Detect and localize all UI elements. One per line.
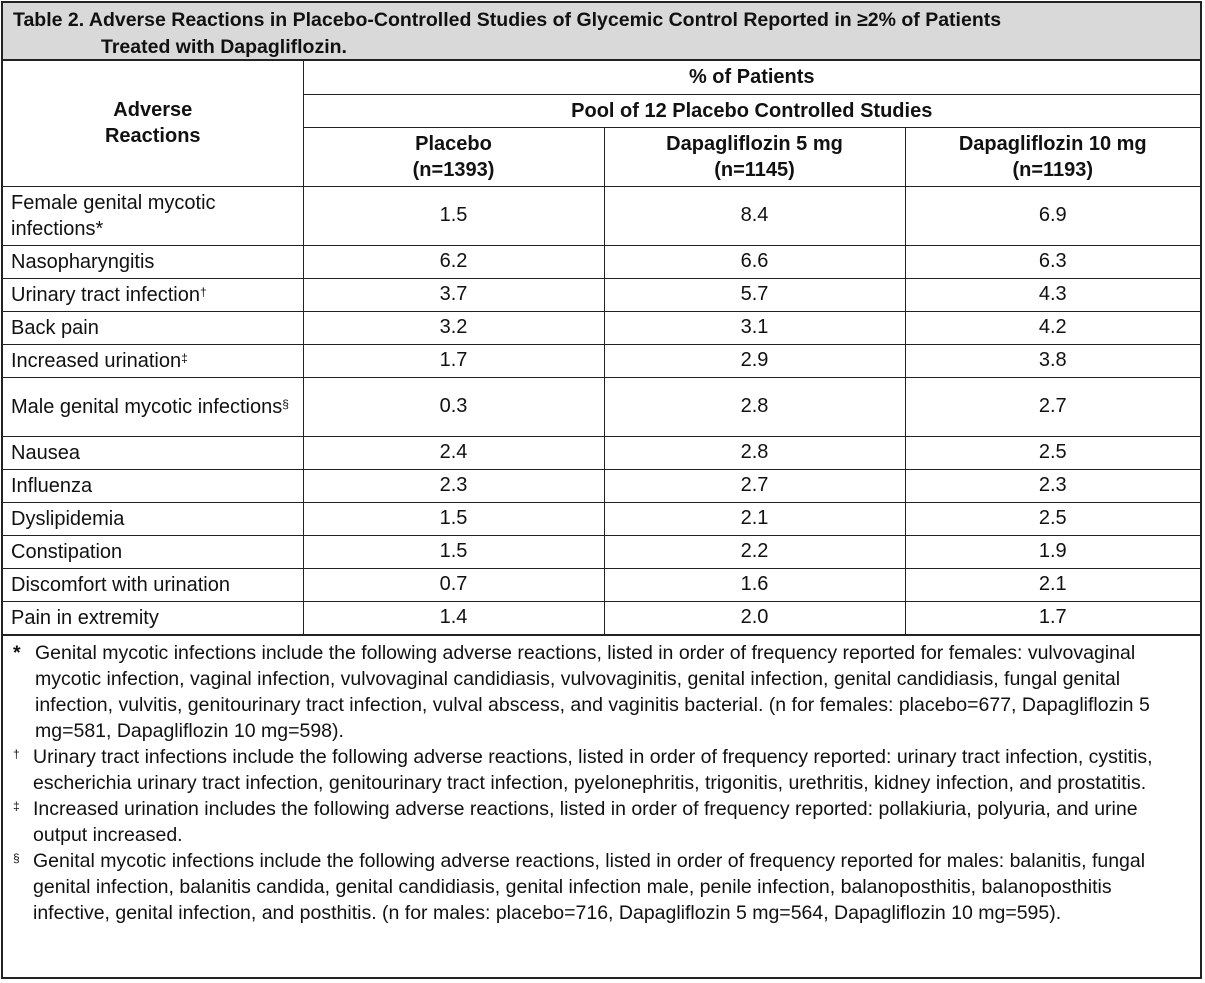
value-cell: 2.0 xyxy=(604,601,905,634)
value-cell: 2.5 xyxy=(905,436,1200,469)
table-row xyxy=(3,601,1200,634)
value-cell: 3.8 xyxy=(905,344,1200,377)
value-cell: 1.7 xyxy=(905,601,1200,634)
value-cell: 2.1 xyxy=(905,568,1200,601)
value-cell: 1.5 xyxy=(303,186,604,245)
reaction-label: Constipation xyxy=(11,540,123,563)
column-header xyxy=(905,127,1200,186)
value-cell: 2.8 xyxy=(604,436,905,469)
footnote xyxy=(13,640,1190,744)
reaction-label-cell xyxy=(3,535,303,568)
reaction-label-cell xyxy=(3,311,303,344)
table-row xyxy=(3,186,1200,245)
reaction-label: Male genital mycotic infections xyxy=(11,395,283,418)
value-cell: 6.6 xyxy=(604,245,905,278)
table-row xyxy=(3,311,1200,344)
value-cell: 2.7 xyxy=(604,469,905,502)
reaction-label-cell xyxy=(3,502,303,535)
adverse-reactions-table-document xyxy=(1,1,1202,979)
caption-line-2: Treated with Dapagliflozin. xyxy=(101,36,347,58)
reaction-label: Urinary tract infection xyxy=(11,283,200,306)
table-row xyxy=(3,344,1200,377)
footnote-mark: ‡ xyxy=(181,350,188,365)
value-cell: 6.9 xyxy=(905,186,1200,245)
value-cell: 3.1 xyxy=(604,311,905,344)
value-cell: 2.4 xyxy=(303,436,604,469)
column-header xyxy=(604,127,905,186)
pool-header: Pool of 12 Placebo Controlled Studies xyxy=(303,94,1200,127)
column-header-name: Dapagliflozin 10 mg xyxy=(958,132,1147,155)
footnote-text: Genital mycotic infections include the following adverse reactions, listed in order of frequency reported for males: balanitis, fungal genital infection, balanitis candida, genital candidiasis, genital infection male, penile infection, balanoposthitis, balanoposthitis infective, genital infection, and posthitis. (n for males: placebo=716, Dapagliflozin 5 mg=564, Dapagliflozin 10 mg=595). xyxy=(33,849,1146,924)
table-row xyxy=(3,436,1200,469)
footnote-symbol: ‡ xyxy=(13,798,20,813)
table-row xyxy=(3,278,1200,311)
value-cell: 2.9 xyxy=(604,344,905,377)
reaction-label-cell xyxy=(3,377,303,436)
value-cell: 6.2 xyxy=(303,245,604,278)
reaction-label: Influenza xyxy=(11,474,93,497)
reaction-label: Female genital mycotic infections* xyxy=(11,191,216,240)
value-cell: 1.6 xyxy=(604,568,905,601)
footnote-symbol: * xyxy=(13,641,21,664)
footnotes xyxy=(3,635,1200,926)
caption-line-1: Table 2. Adverse Reactions in Placebo-Controlled Studies of Glycemic Control Reported in ≥2% of Patients xyxy=(13,9,1002,31)
value-cell: 3.2 xyxy=(303,311,604,344)
value-cell: 4.2 xyxy=(905,311,1200,344)
reaction-label-cell xyxy=(3,601,303,634)
table-row xyxy=(3,245,1200,278)
column-header xyxy=(303,127,604,186)
column-header-name: Placebo xyxy=(415,132,492,155)
value-cell: 1.5 xyxy=(303,535,604,568)
value-cell: 4.3 xyxy=(905,278,1200,311)
column-header-n: (n=1145) xyxy=(714,158,795,181)
group-header: % of Patients xyxy=(303,61,1200,94)
column-header-n: (n=1393) xyxy=(412,158,495,181)
row-label-header: Adverse Reactions xyxy=(3,61,303,186)
table-row xyxy=(3,535,1200,568)
footnote xyxy=(13,744,1190,796)
footnote xyxy=(13,848,1190,926)
value-cell: 2.7 xyxy=(905,377,1200,436)
value-cell: 1.4 xyxy=(303,601,604,634)
reaction-label: Dyslipidemia xyxy=(11,507,125,530)
reaction-label: Increased urination xyxy=(11,349,182,372)
reaction-label-cell xyxy=(3,186,303,245)
value-cell: 2.1 xyxy=(604,502,905,535)
reaction-label-cell xyxy=(3,568,303,601)
reaction-label-cell xyxy=(3,245,303,278)
value-cell: 2.3 xyxy=(905,469,1200,502)
value-cell: 2.5 xyxy=(905,502,1200,535)
value-cell: 1.7 xyxy=(303,344,604,377)
value-cell: 1.9 xyxy=(905,535,1200,568)
adverse-reactions-table xyxy=(3,61,1200,635)
value-cell: 6.3 xyxy=(905,245,1200,278)
table-row xyxy=(3,568,1200,601)
column-header-name: Dapagliflozin 5 mg xyxy=(666,132,843,155)
footnote-symbol: § xyxy=(13,850,20,865)
reaction-label-cell xyxy=(3,469,303,502)
footnote-symbol: † xyxy=(13,746,20,761)
footnote-text: Increased urination includes the following adverse reactions, listed in order of frequency reported: pollakiuria, polyuria, and urine output increased. xyxy=(33,797,1138,846)
table-row xyxy=(3,377,1200,436)
value-cell: 3.7 xyxy=(303,278,604,311)
value-cell: 0.3 xyxy=(303,377,604,436)
reaction-label: Discomfort with urination xyxy=(11,573,230,596)
reaction-label: Nasopharyngitis xyxy=(11,250,155,273)
reaction-label: Pain in extremity xyxy=(11,606,159,629)
value-cell: 0.7 xyxy=(303,568,604,601)
table-caption xyxy=(3,3,1200,61)
table-row xyxy=(3,502,1200,535)
value-cell: 8.4 xyxy=(604,186,905,245)
footnote xyxy=(13,796,1190,848)
footnote-text: Genital mycotic infections include the following adverse reactions, listed in order of frequency reported for females: vulvovaginal mycotic infection, vaginal infection, vulvovaginal candidiasis, vulvovaginitis, genital infection, genital candidiasis, fungal genital infection, vulvitis, genitourinary tract infection, vulval abscess, and vaginitis bacterial. (n for females: placebo=677, Dapagliflozin 5 mg=581, Dapagliflozin 10 mg=598). xyxy=(35,641,1150,742)
reaction-label-cell xyxy=(3,436,303,469)
footnote-text: Urinary tract infections include the following adverse reactions, listed in order of frequency reported: urinary tract infection, cystitis, escherichia urinary tract infection, genitourinary tract infection, pyelonephritis, trigonitis, urethritis, kidney infection, and prostatitis. xyxy=(33,745,1153,794)
footnote-mark: § xyxy=(282,396,289,411)
value-cell: 1.5 xyxy=(303,502,604,535)
value-cell: 2.8 xyxy=(604,377,905,436)
value-cell: 5.7 xyxy=(604,278,905,311)
column-header-n: (n=1193) xyxy=(1012,158,1094,181)
value-cell: 2.2 xyxy=(604,535,905,568)
reaction-label: Back pain xyxy=(11,316,99,339)
table-row xyxy=(3,469,1200,502)
value-cell: 2.3 xyxy=(303,469,604,502)
footnote-mark: † xyxy=(199,284,207,299)
reaction-label-cell xyxy=(3,278,303,311)
reaction-label-cell xyxy=(3,344,303,377)
reaction-label: Nausea xyxy=(11,441,80,464)
